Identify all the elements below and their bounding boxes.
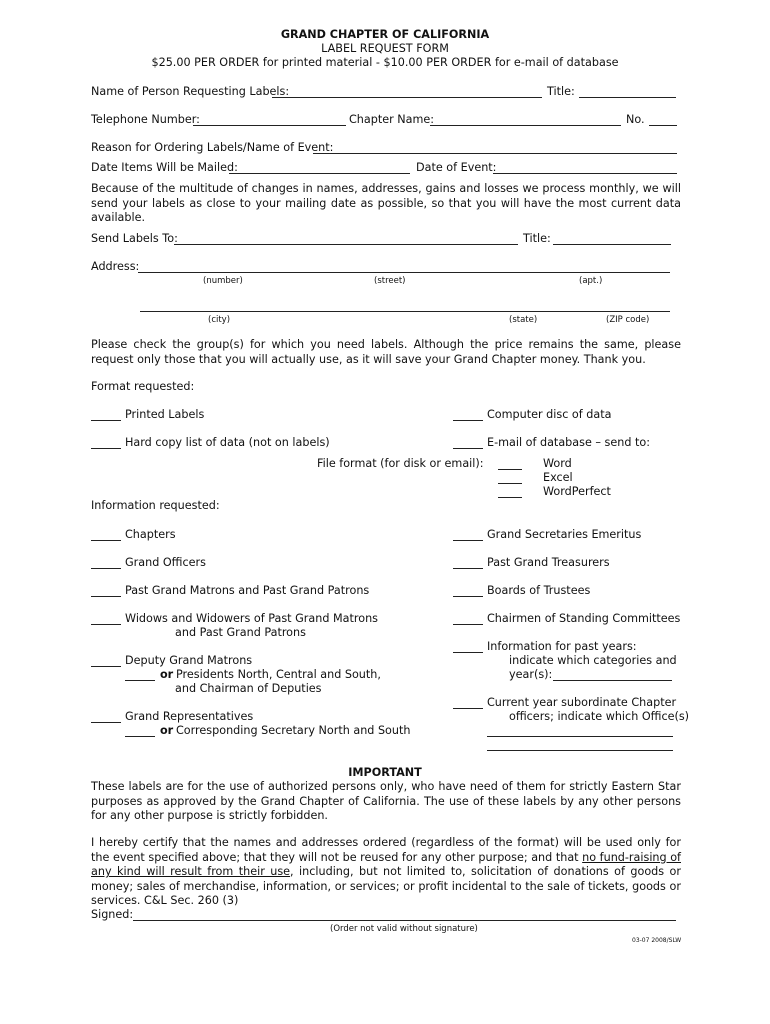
deputy-label: Deputy Grand Matrons: [125, 654, 253, 667]
offices-field-2[interactable]: [487, 750, 673, 751]
send-title-label: Title:: [523, 232, 551, 245]
send-to-label: Send Labels To:: [91, 232, 178, 245]
important-text: These labels are for the use of authorized persons only, who have need of them for strictly Eastern Star purposes as approved by the Grand Chapter of California. The use of these labels by any other persons for any other purpose is strictly forbidden.: [91, 780, 681, 822]
email-database-check[interactable]: [453, 448, 483, 449]
certification-text: [91, 836, 681, 909]
hard-copy-label: Hard copy list of data (not on labels): [125, 436, 330, 449]
chapter-name-label: Chapter Name:: [349, 113, 435, 126]
deputy-check[interactable]: [91, 666, 121, 667]
widows-label: Widows and Widowers of Past Grand Matrons: [125, 612, 378, 625]
past-years-label-3: year(s):: [509, 668, 553, 681]
signature-note: (Order not valid without signature): [330, 924, 478, 934]
current-year-check[interactable]: [453, 708, 483, 709]
chapter-no-field[interactable]: [649, 125, 677, 126]
name-field[interactable]: [272, 97, 542, 98]
hard-copy-check[interactable]: [91, 448, 121, 449]
secretaries-label: Grand Secretaries Emeritus: [487, 528, 642, 541]
mailing-notice: Because of the multitude of changes in names, addresses, gains and losses we process monthly, we will send your labels as close to your mailing date as possible, so that you will have the most current data available.: [91, 182, 681, 224]
format-heading: Format requested:: [91, 380, 195, 393]
address-line-1[interactable]: [138, 272, 670, 273]
past-years-label: Information for past years:: [487, 640, 637, 653]
city-caption: (city): [208, 315, 231, 325]
state-caption: (state): [509, 315, 538, 325]
form-title: GRAND CHAPTER OF CALIFORNIA: [280, 28, 490, 41]
excel-option: Excel: [543, 471, 573, 484]
apt-caption: (apt.): [579, 276, 603, 286]
file-format-label: File format (for disk or email):: [317, 457, 484, 470]
chapter-no-label: No.: [626, 113, 645, 126]
certification-part-1: I hereby certify that the names and addresses ordered (regardless of the format) will be used only for the event specified above; that they will not be reused for any other purpose; and that: [91, 836, 681, 864]
pricing-line: $25.00 PER ORDER for printed material - $10.00 PER ORDER for e-mail of database: [151, 56, 619, 69]
presidents-check[interactable]: [125, 680, 155, 681]
mail-date-field[interactable]: [229, 173, 410, 174]
chapter-name-field[interactable]: [430, 125, 621, 126]
title-label: Title:: [547, 85, 575, 98]
past-matrons-check[interactable]: [91, 596, 121, 597]
telephone-field[interactable]: [193, 125, 346, 126]
chairmen-label: Chairmen of Standing Committees: [487, 612, 681, 625]
chairmen-check[interactable]: [453, 624, 483, 625]
event-date-field[interactable]: [493, 173, 677, 174]
form-code: 03-07 2008/SLW: [632, 937, 682, 944]
reason-label: Reason for Ordering Labels/Name of Event:: [91, 141, 334, 154]
address-line-2[interactable]: [140, 311, 670, 312]
info-heading: Information requested:: [91, 499, 220, 512]
wordperfect-option: WordPerfect: [543, 485, 611, 498]
trustees-label: Boards of Trustees: [487, 584, 591, 597]
title-field[interactable]: [579, 97, 676, 98]
event-date-label: Date of Event:: [416, 161, 497, 174]
past-matrons-label: Past Grand Matrons and Past Grand Patrons: [125, 584, 370, 597]
telephone-label: Telephone Number:: [91, 113, 200, 126]
reason-field[interactable]: [313, 153, 677, 154]
treasurers-check[interactable]: [453, 568, 483, 569]
number-caption: (number): [203, 276, 243, 286]
word-check[interactable]: [498, 469, 522, 470]
corresponding-check[interactable]: [125, 736, 155, 737]
grand-reps-label: Grand Representatives: [125, 710, 254, 723]
chapters-check[interactable]: [91, 540, 121, 541]
excel-check[interactable]: [498, 483, 522, 484]
form-subtitle: LABEL REQUEST FORM: [321, 42, 449, 55]
grand-officers-check[interactable]: [91, 568, 121, 569]
wordperfect-check[interactable]: [498, 497, 522, 498]
widows-label-continued: and Past Grand Patrons: [175, 626, 306, 639]
presidents-label: Presidents North, Central and South,: [176, 668, 381, 681]
computer-disc-check[interactable]: [453, 420, 483, 421]
send-to-field[interactable]: [174, 244, 518, 245]
address-label: Address:: [91, 260, 140, 273]
chapters-label: Chapters: [125, 528, 176, 541]
email-database-label: E-mail of database – send to:: [487, 436, 651, 449]
certification-part-2: , including, but not limited to, solicitation of donations of goods or money; sales of merchandise, information, or services; or profit incidental to the sale of tickets, goods or services. C&L Sec. 260 (3): [91, 865, 681, 907]
current-year-label: Current year subordinate Chapter: [487, 696, 677, 709]
send-title-field[interactable]: [553, 244, 671, 245]
past-years-check[interactable]: [453, 652, 483, 653]
printed-labels-label: Printed Labels: [125, 408, 205, 421]
past-years-field[interactable]: [553, 680, 672, 681]
printed-labels-check[interactable]: [91, 420, 121, 421]
important-heading: IMPORTANT: [348, 766, 422, 779]
signed-label: Signed:: [91, 908, 134, 921]
current-year-label-2: officers; indicate which Office(s): [509, 710, 690, 723]
mail-date-label: Date Items Will be Mailed:: [91, 161, 238, 174]
computer-disc-label: Computer disc of data: [487, 408, 612, 421]
groups-note: Please check the group(s) for which you need labels. Although the price remains the same, please request only those that you will actually use, as it will save your Grand Chapter money. Thank you.: [91, 338, 681, 366]
corresponding-label: Corresponding Secretary North and South: [176, 724, 411, 737]
name-label: Name of Person Requesting Labels:: [91, 85, 290, 98]
presidents-label-continued: and Chairman of Deputies: [175, 682, 322, 695]
no-fundraising-clause: no fund-raising of any kind will result from their use: [91, 850, 681, 878]
offices-field-1[interactable]: [487, 736, 673, 737]
word-option: Word: [543, 457, 572, 470]
widows-check[interactable]: [91, 624, 121, 625]
secretaries-check[interactable]: [453, 540, 483, 541]
past-years-label-2: indicate which categories and: [509, 654, 677, 667]
treasurers-label: Past Grand Treasurers: [487, 556, 610, 569]
or-text-corresponding: or: [160, 724, 174, 737]
grand-reps-check[interactable]: [91, 722, 121, 723]
zip-caption: (ZIP code): [606, 315, 650, 325]
trustees-check[interactable]: [453, 596, 483, 597]
street-caption: (street): [374, 276, 406, 286]
signature-field[interactable]: [133, 920, 676, 921]
grand-officers-label: Grand Officers: [125, 556, 206, 569]
or-text-presidents: or: [160, 668, 174, 681]
